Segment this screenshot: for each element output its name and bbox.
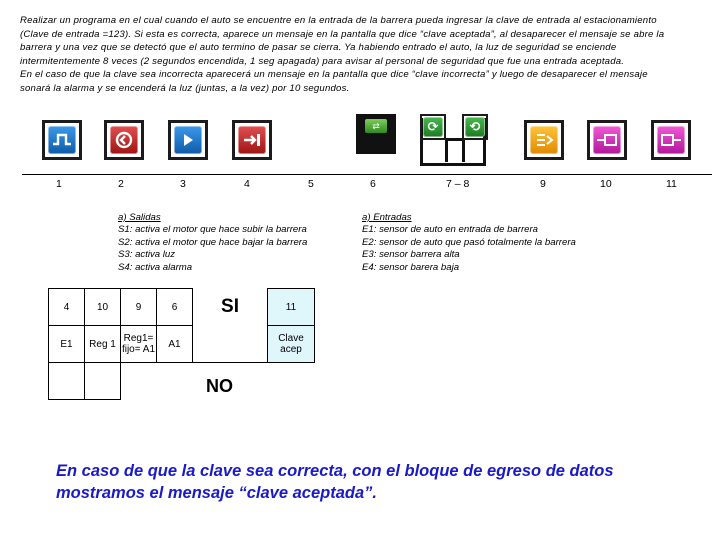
keypad-icon: ⇄	[365, 119, 387, 133]
block-number-row	[22, 174, 712, 193]
grid-cell: 10	[85, 289, 121, 326]
compare-icon	[530, 126, 558, 154]
block-number: 6	[370, 178, 376, 190]
grid-cell: Reg 1	[85, 326, 121, 363]
grid-cell: 6	[157, 289, 193, 326]
inputs-list	[362, 212, 576, 274]
output-item: S2: activa el motor que hace bajar la barrera	[118, 236, 308, 248]
display-block-icon[interactable]	[651, 120, 691, 160]
keypad-block-icon[interactable]	[356, 114, 396, 154]
start-block-icon[interactable]	[42, 120, 82, 160]
input-item: E4: sensor barera baja	[362, 261, 460, 273]
block-number: 11	[666, 178, 677, 190]
no-label: NO	[206, 376, 233, 396]
instructions-line: (Clave de entrada =123). Si esta es correcta, aparece un mensaje en la pantalla que dice “clave aceptada”, al desaparecer el mensaje se abre la	[20, 28, 665, 40]
grid-cell: 4	[49, 289, 85, 326]
output-icon	[593, 126, 621, 154]
display-icon	[657, 126, 685, 154]
grid-cell	[49, 363, 85, 400]
instructions-line: intermitentemente 8 veces (2 segundos encendida, 1 seg apagada) para avisar al personal de seguridad que fue una entrada aceptada.	[20, 55, 625, 67]
inputs-heading: a) Entradas	[362, 212, 412, 223]
loop-block-icon[interactable]	[420, 114, 446, 140]
footer-note: En caso de que la clave sea correcta, con el bloque de egreso de datos mostramos el mensaje “clave aceptada”.	[56, 462, 614, 502]
exit-block-icon[interactable]	[232, 120, 272, 160]
grid-row	[49, 363, 315, 400]
grid-cell: Reg1= fijo= A1	[121, 326, 157, 363]
refresh-icon: ⟳	[423, 117, 443, 137]
input-item: E2: sensor de auto que pasó totalmente la barrera	[362, 236, 576, 248]
block-number: 2	[118, 178, 124, 190]
play-block-icon[interactable]	[168, 120, 208, 160]
stop-block-icon[interactable]	[104, 120, 144, 160]
block-number: 4	[244, 178, 250, 190]
play-icon	[174, 126, 202, 154]
block-grid	[48, 288, 315, 400]
grid-row	[49, 289, 315, 326]
grid-cell: 9	[121, 289, 157, 326]
block-number: 1	[56, 178, 62, 190]
instructions-line: barrera y una vez que se detectó que el auto termino de pasar se cierra. Ya habiendo entrado el auto, la luz de seguridad se enciende	[20, 42, 617, 53]
output-item: S4: activa alarma	[118, 261, 193, 273]
output-item: S3: activa luz	[118, 249, 176, 261]
stop-icon	[110, 126, 138, 154]
outputs-heading: a) Salidas	[118, 212, 161, 223]
grid-cell	[85, 363, 121, 400]
grid-cell: A1	[157, 326, 193, 363]
input-item: E1: sensor de auto en entrada de barrera	[362, 224, 539, 236]
block-icon-row	[24, 112, 704, 174]
grid-row	[49, 326, 315, 363]
input-item: E3: sensor barrera alta	[362, 249, 460, 261]
grid-gap	[193, 326, 268, 363]
start-icon	[48, 126, 76, 154]
block-number: 9	[540, 178, 546, 190]
block-number: 3	[180, 178, 186, 190]
block-number: 5	[308, 178, 314, 190]
block-number: 7 – 8	[446, 178, 470, 190]
instructions-line: sonará la alarma y se encenderá la luz (juntas, a la vez) por 10 segundos.	[20, 82, 350, 94]
output-item: S1: activa el motor que hace subir la barrera	[118, 224, 307, 236]
grid-cell: E1	[49, 326, 85, 363]
block-number: 10	[600, 178, 612, 190]
sync-icon: ⟲	[465, 117, 485, 137]
exit-icon	[238, 126, 266, 154]
instructions-line: Realizar un programa en el cual cuando el auto se encuentre en la entrada de la barrera pueda ingresar la clave de entrada al estacionamiento	[20, 15, 657, 26]
grid-cell-highlight: 11	[268, 289, 315, 326]
grid-cell-highlight: Clave acep	[268, 326, 315, 363]
outputs-list	[118, 212, 307, 274]
yes-label: SI	[193, 289, 268, 326]
instructions-line: En el caso de que la clave sea incorrecta aparecerá un mensaje en la pantalla que dice “clave incorrecta” y luego de desaparecer el mensaje	[20, 69, 648, 80]
instructions-text	[20, 14, 712, 95]
compare-block-icon[interactable]	[524, 120, 564, 160]
input-block-icon[interactable]	[462, 114, 488, 140]
output-block-icon[interactable]	[587, 120, 627, 160]
